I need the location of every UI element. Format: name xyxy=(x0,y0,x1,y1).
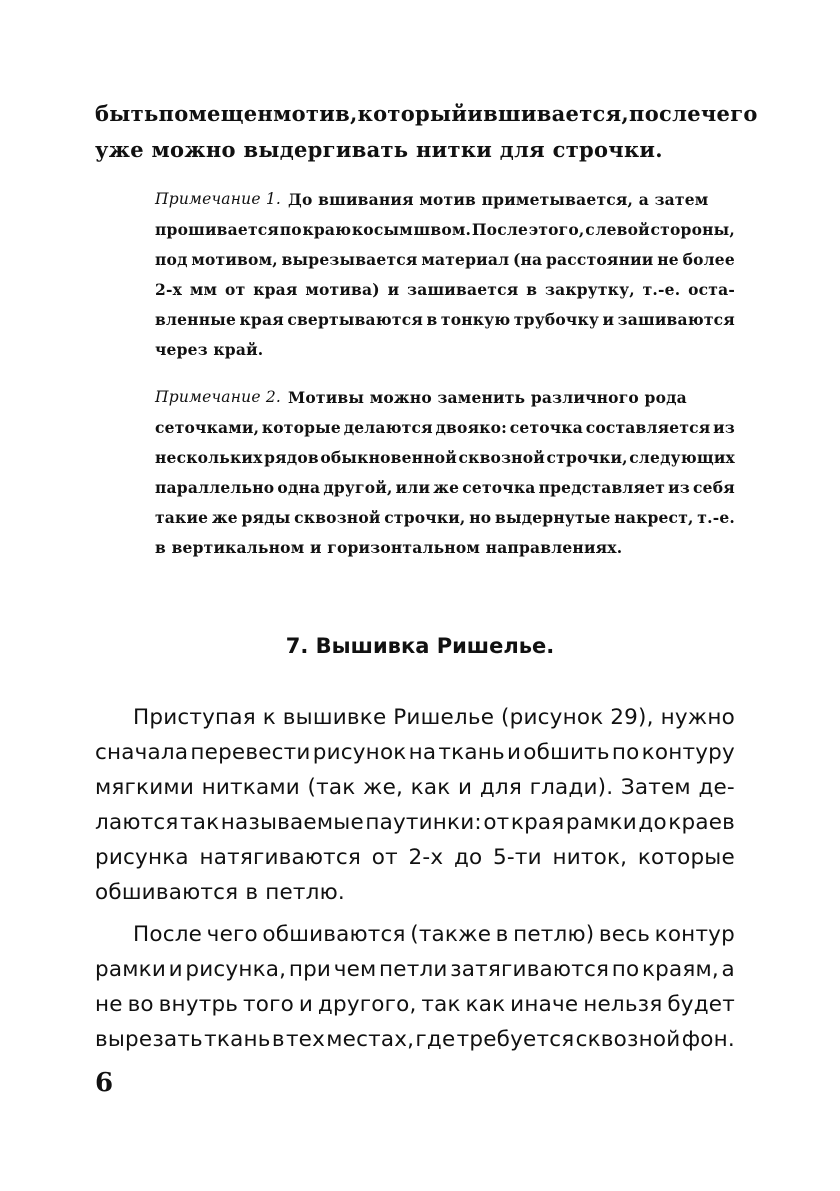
paragraph-1-text-word: от xyxy=(371,845,398,870)
note-1-text-word: краю xyxy=(302,220,352,239)
note-1-text-word: расстоянии xyxy=(546,250,654,269)
paragraph-1-text-word: рисунок xyxy=(312,740,407,765)
paragraph-1-text-word: края xyxy=(510,810,565,835)
note-1-line xyxy=(155,220,735,239)
paragraph-1-text-word: лаются xyxy=(95,810,179,835)
paragraph-1-text-word: от xyxy=(483,810,510,835)
paragraph-2-text-word: петли xyxy=(379,957,448,982)
paragraph-1-line xyxy=(95,740,735,765)
paragraph-1-text-word: на xyxy=(408,740,437,765)
paragraph-1-text-word: (так xyxy=(307,775,356,800)
note-1-text-word: материал xyxy=(421,250,510,269)
paragraph-1-text-word: 2-х xyxy=(408,845,444,870)
paragraph-1-text-word: де- xyxy=(698,775,735,800)
note-1-text-word: левой xyxy=(595,220,650,239)
note-2-text-word: строчки, xyxy=(546,448,628,467)
note-1-text-word: с xyxy=(585,220,595,239)
paragraph-2-text-word: по xyxy=(611,957,640,982)
note-1-text-word: края xyxy=(253,280,298,299)
paragraph-1-text-word: ниток, xyxy=(552,845,628,870)
note-2-text-word: накрест, xyxy=(614,508,694,527)
intro-line xyxy=(95,101,758,126)
paragraph-2-text-word: затягиваются xyxy=(450,957,610,982)
note-1-text-word: швом. xyxy=(413,220,472,239)
paragraph-1-line xyxy=(133,705,735,730)
note-1-first-text: До вшивания мотив приметывается, а затем xyxy=(288,190,709,209)
note-1-label: Примечание 1. xyxy=(155,190,282,208)
note-1-line xyxy=(155,340,735,359)
note-2-text-word: или xyxy=(395,478,431,497)
note-1-text-word: т.-е. xyxy=(642,280,681,299)
paragraph-2-text-word: требуется xyxy=(456,1027,575,1052)
note-2-text-word: следующих xyxy=(629,448,735,467)
paragraph-1-text-word: к xyxy=(262,705,276,730)
paragraph-2-text-word: другого, xyxy=(317,992,417,1017)
paragraph-1-text-word: для xyxy=(479,775,522,800)
note-2-text-word: сеточка xyxy=(462,478,536,497)
paragraph-2-text-word: чем xyxy=(333,957,377,982)
note-1-text-word: в xyxy=(426,310,438,329)
paragraph-1-text: обшиваются в петлю. xyxy=(95,880,345,905)
paragraph-2-text-word: чего xyxy=(206,922,258,947)
note-2-text-word: сквозной xyxy=(294,508,381,527)
paragraph-1-text-word: до xyxy=(453,845,483,870)
note-2-text-word: обыкновенной xyxy=(320,448,458,467)
note-1-text-word: оста- xyxy=(688,280,735,299)
paragraph-1-text-word: нужно xyxy=(660,705,735,730)
note-1-text-word: вленные xyxy=(155,310,237,329)
note-2-line xyxy=(155,538,735,557)
paragraph-1-line xyxy=(95,810,735,835)
paragraph-2-text-word: а xyxy=(721,957,735,982)
paragraph-2-text-word: краям, xyxy=(641,957,719,982)
note-1-text-word: прошивается xyxy=(155,220,280,239)
intro-line-text-word: и xyxy=(467,101,484,126)
paragraph-2-text-word: петлю) xyxy=(513,922,595,947)
note-2-text-word: т.-е. xyxy=(697,508,735,527)
note-1-line xyxy=(155,310,735,329)
paragraph-1-text-word: рисунка xyxy=(95,845,189,870)
note-2-text-word: представляет xyxy=(538,478,666,497)
note-2-text-word: рядов xyxy=(264,448,319,467)
paragraph-1-text-word: нитками xyxy=(201,775,300,800)
paragraph-2-text-word: и xyxy=(298,992,314,1017)
note-2-first-line xyxy=(155,388,735,407)
note-2-text-word: сеточка xyxy=(509,418,583,437)
note-1-text-word: косым xyxy=(351,220,413,239)
paragraph-1-text-word: сначала xyxy=(95,740,189,765)
paragraph-2-text-word: и xyxy=(168,957,183,982)
paragraph-1-text-word: 5-ти xyxy=(493,845,542,870)
paragraph-2-text-word: весь xyxy=(598,922,651,947)
paragraph-1-text-word: краев xyxy=(668,810,735,835)
paragraph-2-text-word: рамки xyxy=(95,957,167,982)
note-2-text-word: параллельно xyxy=(155,478,275,497)
note-2-text-word: одна xyxy=(277,478,321,497)
note-1-text-word: После xyxy=(471,220,529,239)
intro-line-text-word: вшивается, xyxy=(483,101,630,126)
note-2-line xyxy=(155,478,735,497)
note-1-text-word: по xyxy=(279,220,302,239)
paragraph-1-text-word: перевести xyxy=(190,740,311,765)
intro-line-text-word: быть xyxy=(95,101,159,126)
paragraph-2-text-word: не xyxy=(95,992,123,1017)
paragraph-2-text-word: контур xyxy=(654,922,735,947)
paragraph-1-text-word: обшить xyxy=(523,740,610,765)
intro-line-text-word: после xyxy=(629,101,701,126)
note-1-text-word: вырезывается xyxy=(281,250,418,269)
note-1-text-word: стороны, xyxy=(650,220,735,239)
note-2-text-word: сквозной xyxy=(458,448,545,467)
paragraph-1-text-word: называемые xyxy=(220,810,364,835)
paragraph-2-text-word: при xyxy=(288,957,332,982)
paragraph-2-text-word: обшиваются xyxy=(262,922,406,947)
paragraph-2-text-word: После xyxy=(133,922,203,947)
paragraph-1-text-word: (рисунок xyxy=(501,705,604,730)
note-2-text-word: из xyxy=(668,478,690,497)
note-1-text-word: этого, xyxy=(528,220,585,239)
note-2-text-word: строчки, xyxy=(384,508,466,527)
paragraph-2-line xyxy=(133,922,735,947)
paragraph-2-text-word: тех xyxy=(285,1027,326,1052)
note-2-text-word: сеточками, xyxy=(155,418,260,437)
paragraph-1-text-word: до xyxy=(638,810,667,835)
paragraph-1-text-word: вышивке xyxy=(282,705,387,730)
note-2-text: в вертикальном и горизонтальном направлениях. xyxy=(155,538,623,557)
note-2-line xyxy=(155,508,735,527)
paragraph-1-text-word: паутинки: xyxy=(365,810,482,835)
page-number: 6 xyxy=(95,1068,114,1098)
paragraph-1-text-word: которые xyxy=(637,845,735,870)
paragraph-1-line xyxy=(95,775,735,800)
note-1-text-word: под xyxy=(155,250,188,269)
section-heading: 7. Вышивка Ришелье. xyxy=(285,634,555,658)
intro-line-text-word: мотив, xyxy=(273,101,358,126)
note-1-text-word: зашиваются xyxy=(617,310,735,329)
paragraph-1-text-word: же, xyxy=(363,775,404,800)
note-1-text-word: края xyxy=(239,310,284,329)
note-2-label: Примечание 2. xyxy=(155,388,282,406)
note-1-text-word: в xyxy=(526,280,538,299)
note-2-line xyxy=(155,418,735,437)
paragraph-2-text-word: так xyxy=(421,992,461,1017)
paragraph-2-text-word: того xyxy=(243,992,294,1017)
paragraph-2-text-word: вырезать xyxy=(95,1027,203,1052)
note-1-text-word: закрутку, xyxy=(544,280,635,299)
paragraph-2-line xyxy=(95,957,735,982)
note-1-text-word: от xyxy=(225,280,246,299)
note-2-text-word: же xyxy=(433,478,460,497)
paragraph-1-text-word: ткань xyxy=(438,740,505,765)
paragraph-1-text-word: 29), xyxy=(610,705,654,730)
note-2-text-word: же xyxy=(211,508,238,527)
note-1-text-word: трубочку xyxy=(513,310,599,329)
paragraph-1-text-word: так xyxy=(179,810,220,835)
note-1-text: через край. xyxy=(155,340,264,359)
paragraph-1-text-word: и xyxy=(506,740,522,765)
paragraph-1-text-word: глади). xyxy=(529,775,614,800)
paragraph-2-text-word: во xyxy=(127,992,154,1017)
paragraph-1-line xyxy=(95,845,735,870)
note-2-text-word: себя xyxy=(693,478,735,497)
paragraph-2-text-word: местах, xyxy=(326,1027,415,1052)
note-2-text-word: другой, xyxy=(323,478,393,497)
paragraph-2-line xyxy=(95,1027,735,1052)
paragraph-2-text-word: будет xyxy=(667,992,735,1017)
note-1-line xyxy=(155,280,735,299)
paragraph-2-text-word: в xyxy=(271,1027,285,1052)
note-1-text-word: (на xyxy=(512,250,543,269)
paragraph-2-text-word: как xyxy=(465,992,506,1017)
paragraph-2-text-word: фон. xyxy=(681,1027,735,1052)
note-1-text-word: мм xyxy=(189,280,218,299)
paragraph-1-text-word: и xyxy=(458,775,473,800)
intro-line-text: уже можно выдергивать нитки для строчки. xyxy=(95,137,663,162)
note-2-text-word: но xyxy=(469,508,492,527)
note-2-text-word: которые xyxy=(261,418,341,437)
note-2-text-word: нескольких xyxy=(155,448,263,467)
paragraph-2-line xyxy=(95,992,735,1017)
paragraph-1-text-word: Ришелье xyxy=(393,705,495,730)
intro-line xyxy=(95,137,735,162)
paragraph-1-text-word: натягиваются xyxy=(199,845,362,870)
note-2-line xyxy=(155,448,735,467)
intro-line-text-word: помещен xyxy=(158,101,274,126)
note-1-text-word: тонкую xyxy=(440,310,511,329)
note-1-text-word: мотива) xyxy=(305,280,380,299)
paragraph-1-text-word: контуру xyxy=(641,740,735,765)
paragraph-1-text-word: как xyxy=(410,775,451,800)
intro-line-text-word: который xyxy=(357,101,468,126)
note-2-text-word: из xyxy=(713,418,735,437)
paragraph-2-text-word: в xyxy=(495,922,509,947)
note-2-text-word: делаются xyxy=(343,418,433,437)
paragraph-2-text-word: сквозной xyxy=(575,1027,681,1052)
note-1-text-word: и xyxy=(602,310,615,329)
paragraph-2-text-word: нельзя xyxy=(583,992,663,1017)
paragraph-2-text-word: рисунка, xyxy=(185,957,287,982)
note-1-text-word: зашивается xyxy=(407,280,519,299)
paragraph-2-text-word: ткань xyxy=(204,1027,271,1052)
note-2-text-word: выдернутые xyxy=(494,508,611,527)
note-2-text-word: ряды xyxy=(241,508,291,527)
note-1-first-line xyxy=(155,190,735,209)
note-1-text-word: 2-х xyxy=(155,280,183,299)
paragraph-1-text-word: Приступая xyxy=(133,705,256,730)
paragraph-1-line xyxy=(95,880,735,905)
paragraph-2-text-word: (также xyxy=(410,922,492,947)
note-2-text-word: составляется xyxy=(585,418,711,437)
note-2-text-word: двояко: xyxy=(435,418,508,437)
note-1-text-word: и xyxy=(387,280,400,299)
paragraph-2-text-word: иначе xyxy=(510,992,579,1017)
note-1-text-word: мотивом, xyxy=(191,250,278,269)
note-2-first-text: Мотивы можно заменить различного рода xyxy=(288,388,687,407)
note-1-line xyxy=(155,250,735,269)
paragraph-1-text-word: мягкими xyxy=(95,775,195,800)
note-1-text-word: не xyxy=(657,250,679,269)
note-1-text-word: более xyxy=(682,250,735,269)
note-2-text-word: такие xyxy=(155,508,209,527)
paragraph-1-text-word: рамки xyxy=(565,810,637,835)
paragraph-2-text-word: где xyxy=(415,1027,456,1052)
paragraph-1-text-word: Затем xyxy=(620,775,691,800)
intro-line-text-word: чего xyxy=(700,101,758,126)
paragraph-1-text-word: по xyxy=(611,740,640,765)
paragraph-2-text-word: внутрь xyxy=(158,992,239,1017)
note-1-text-word: свертываются xyxy=(287,310,423,329)
